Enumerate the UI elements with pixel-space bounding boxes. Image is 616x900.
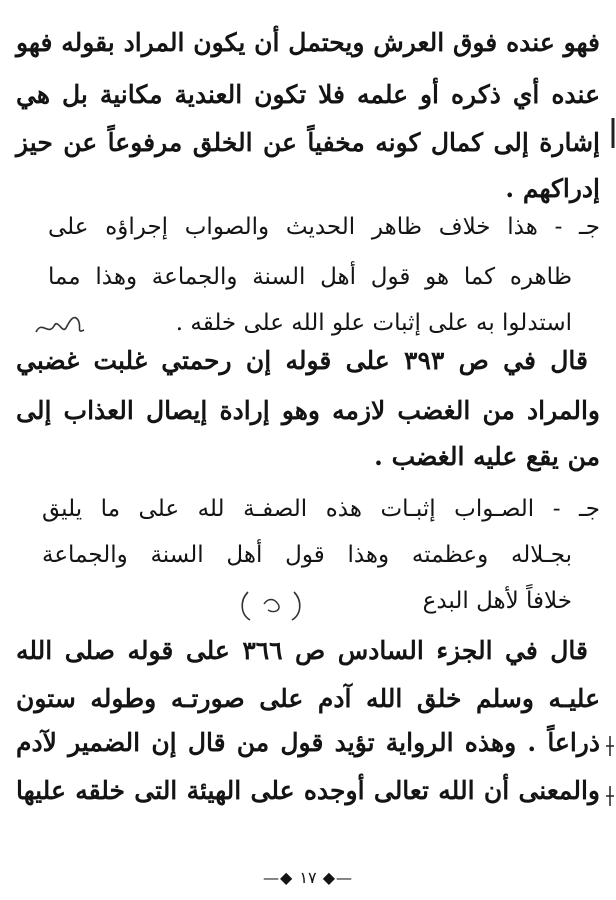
- paragraph3-line-2: عليـه وسلم خلق الله آدم على صورتـه وطوله ستون: [16, 684, 600, 713]
- answer2-text-1: الصـواب إثبـات هذه الصفـة لله على ما يليق: [42, 496, 535, 522]
- paragraph1-line-1: فهو عنده فوق العرش ويحتمل أن يكون المراد بقوله فهو: [16, 28, 600, 57]
- handwritten-bracket: [238, 586, 308, 626]
- paragraph3-line-3: ذراعاً . وهذه الرواية تؤيد قول من قال إن الضمير لآدم: [16, 728, 600, 757]
- paragraph2-line-3: من يقع عليه الغضب .: [374, 442, 600, 471]
- folio-ornament-right: ◆—: [263, 868, 294, 887]
- paragraph3-line-4: والمعنى أن الله تعالى أوجده على الهيئة التى خلقه عليها: [16, 776, 600, 805]
- paragraph1-line-2: عنده أي ذكره أو علمه فلا تكون العندية مكانية بل هي: [16, 80, 600, 109]
- answer2-line-2: بجـلاله وعظمته وهذا قول أهل السنة والجماعة: [42, 542, 572, 568]
- folio-ornament-left: —◆: [322, 868, 353, 887]
- answer1-line-3: استدلوا به على إثبات علو الله على خلقه .: [175, 310, 572, 336]
- answer1-marker: جـ -: [554, 214, 601, 240]
- answer1-text-1: هذا خلاف ظاهر الحديث والصواب إجراؤه على: [48, 214, 538, 240]
- answer1-line-1: [48, 216, 600, 239]
- answer2-line-1: [42, 498, 600, 521]
- paragraph1-line-4: إدراكهم .: [505, 174, 600, 203]
- page-number-text: ١٧: [299, 868, 317, 887]
- margin-tick-bottom-1: [606, 736, 614, 756]
- answer2-line-3: خلافاً لأهل البدع: [422, 588, 572, 614]
- paragraph2-line-1: قال في ص ٣٩٣ على قوله إن رحمتي غلبت غضبي: [16, 346, 589, 375]
- handwritten-mark: [32, 306, 92, 342]
- paragraph1-line-3: إشارة إلى كمال كونه مخفياً عن الخلق مرفوعاً عن حيز: [16, 128, 600, 157]
- answer1-line-2: ظاهره كما هو قول أهل السنة والجماعة وهذا مما: [48, 264, 572, 290]
- answer2-marker: جـ -: [552, 496, 600, 522]
- margin-tick-top: [610, 118, 616, 148]
- margin-tick-bottom-2: [606, 786, 614, 806]
- paragraph2-line-2: والمراد من الغضب لازمه وهو إرادة إيصال العذاب إلى: [16, 396, 600, 425]
- paragraph3-line-1: قال في الجزء السادس ص ٣٦٦ على قوله صلى الله: [16, 636, 588, 665]
- page-number: [0, 868, 616, 887]
